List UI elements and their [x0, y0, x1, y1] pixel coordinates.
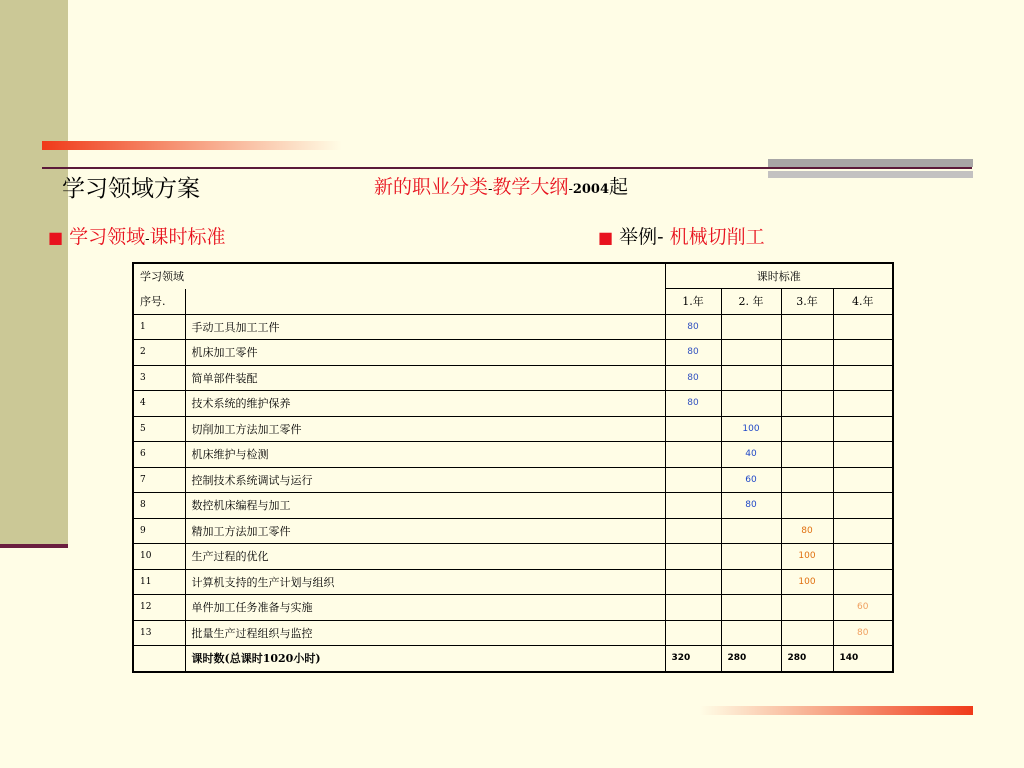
header-year-4: 4.年: [833, 289, 893, 315]
row-year-4-hours: [833, 442, 893, 468]
row-year-2-hours: 40: [721, 442, 781, 468]
bullet-dash: -: [145, 232, 150, 247]
bullet-square-icon: ■: [598, 228, 614, 247]
row-year-4-hours: [833, 518, 893, 544]
table-row: [133, 569, 893, 595]
row-year-3-hours: [781, 467, 833, 493]
table-row: [133, 493, 893, 519]
row-number: 9: [133, 518, 185, 544]
row-year-1-hours: [665, 518, 721, 544]
row-year-2-hours: [721, 569, 781, 595]
bullet-learning-area: [48, 222, 226, 249]
table-row: [133, 442, 893, 468]
table-row: [133, 595, 893, 621]
row-year-3-hours: [781, 340, 833, 366]
table-row: [133, 620, 893, 646]
row-year-1-hours: [665, 595, 721, 621]
subtitle-year: 2004: [572, 182, 610, 197]
row-year-1-hours: [665, 544, 721, 570]
row-year-1-hours: 80: [665, 365, 721, 391]
row-number: 6: [133, 442, 185, 468]
total-year-2: 280: [721, 646, 781, 672]
table-row: [133, 314, 893, 340]
top-gradient-bar: [42, 141, 342, 150]
row-year-1-hours: 80: [665, 340, 721, 366]
header-learning-area: 学习领域: [133, 263, 665, 289]
right-grey-bar-2: [768, 171, 973, 178]
row-year-4-hours: 80: [833, 620, 893, 646]
header-hours-standard: 课时标准: [665, 263, 893, 289]
row-learning-area: 精加工方法加工零件: [185, 518, 665, 544]
row-year-4-hours: [833, 314, 893, 340]
subtitle-dash: -: [488, 182, 493, 197]
row-year-1-hours: 80: [665, 314, 721, 340]
bullet-example: [598, 222, 765, 249]
row-learning-area: 控制技术系统调试与运行: [185, 467, 665, 493]
bullet-dash: -: [657, 226, 664, 248]
row-year-4-hours: [833, 569, 893, 595]
row-year-3-hours: 100: [781, 569, 833, 595]
row-year-1-hours: [665, 442, 721, 468]
row-year-3-hours: [781, 620, 833, 646]
table-row: [133, 340, 893, 366]
row-number: 3: [133, 365, 185, 391]
row-year-4-hours: [833, 340, 893, 366]
row-year-2-hours: [721, 391, 781, 417]
table-header-row: [133, 263, 893, 289]
bullet-text-a: 学习领域: [69, 226, 146, 248]
table-row: [133, 365, 893, 391]
subtitle-mid: 教学大纲: [492, 176, 569, 198]
table-row: [133, 467, 893, 493]
table-row: [133, 416, 893, 442]
row-year-3-hours: [781, 365, 833, 391]
row-year-3-hours: [781, 595, 833, 621]
header-year-1: 1.年: [665, 289, 721, 315]
left-decor-line: [0, 544, 68, 548]
row-year-4-hours: [833, 467, 893, 493]
row-year-3-hours: [781, 416, 833, 442]
row-number: 12: [133, 595, 185, 621]
row-year-2-hours: [721, 340, 781, 366]
subtitle-main: 新的职业分类: [374, 176, 489, 198]
row-learning-area: 生产过程的优化: [185, 544, 665, 570]
total-year-3: 280: [781, 646, 833, 672]
row-year-1-hours: [665, 416, 721, 442]
row-learning-area: 简单部件装配: [185, 365, 665, 391]
title-rule: [42, 167, 972, 169]
bullet-text-b: 课时标准: [149, 226, 226, 248]
row-learning-area: 计算机支持的生产计划与组织: [185, 569, 665, 595]
bullet-text-b: 机械切削工: [669, 226, 765, 248]
row-year-2-hours: [721, 365, 781, 391]
row-number: 13: [133, 620, 185, 646]
row-year-4-hours: [833, 493, 893, 519]
row-year-2-hours: [721, 544, 781, 570]
total-blank: [133, 646, 185, 672]
table-row: [133, 391, 893, 417]
row-number: 7: [133, 467, 185, 493]
header-blank: [185, 289, 665, 315]
hours-table: [132, 262, 894, 673]
row-year-3-hours: [781, 314, 833, 340]
row-year-4-hours: [833, 416, 893, 442]
right-grey-bar: [768, 159, 973, 167]
row-year-1-hours: [665, 467, 721, 493]
row-number: 1: [133, 314, 185, 340]
row-learning-area: 机床加工零件: [185, 340, 665, 366]
row-learning-area: 技术系统的维护保养: [185, 391, 665, 417]
slide-title: 学习领域方案: [62, 176, 200, 202]
row-year-2-hours: 100: [721, 416, 781, 442]
row-learning-area: 切削加工方法加工零件: [185, 416, 665, 442]
row-number: 8: [133, 493, 185, 519]
row-year-2-hours: [721, 518, 781, 544]
table-row: [133, 518, 893, 544]
row-learning-area: 手动工具加工工件: [185, 314, 665, 340]
row-year-4-hours: 60: [833, 595, 893, 621]
header-seq: 序号.: [133, 289, 185, 315]
row-year-2-hours: [721, 595, 781, 621]
subtitle-dash-2: -: [568, 182, 573, 197]
row-number: 2: [133, 340, 185, 366]
row-number: 5: [133, 416, 185, 442]
row-year-2-hours: [721, 314, 781, 340]
row-year-1-hours: 80: [665, 391, 721, 417]
row-year-3-hours: [781, 442, 833, 468]
total-year-4: 140: [833, 646, 893, 672]
row-year-3-hours: [781, 391, 833, 417]
row-year-4-hours: [833, 544, 893, 570]
subtitle: [374, 172, 628, 199]
row-learning-area: 机床维护与检测: [185, 442, 665, 468]
bottom-gradient-bar: [700, 706, 973, 715]
row-learning-area: 数控机床编程与加工: [185, 493, 665, 519]
row-year-3-hours: 100: [781, 544, 833, 570]
table-row: [133, 544, 893, 570]
subtitle-tail: 起: [609, 176, 629, 198]
row-year-3-hours: [781, 493, 833, 519]
row-learning-area: 批量生产过程组织与监控: [185, 620, 665, 646]
header-year-3: 3.年: [781, 289, 833, 315]
row-year-4-hours: [833, 391, 893, 417]
bullet-square-icon: ■: [48, 228, 64, 247]
total-label: 课时数(总课时1020小时): [185, 646, 665, 672]
row-year-3-hours: 80: [781, 518, 833, 544]
row-year-1-hours: [665, 569, 721, 595]
row-learning-area: 单件加工任务准备与实施: [185, 595, 665, 621]
row-number: 4: [133, 391, 185, 417]
row-year-4-hours: [833, 365, 893, 391]
row-year-2-hours: 60: [721, 467, 781, 493]
bullet-text-a: 举例: [619, 226, 658, 248]
table-total-row: [133, 646, 893, 672]
row-number: 10: [133, 544, 185, 570]
row-year-1-hours: [665, 620, 721, 646]
row-year-1-hours: [665, 493, 721, 519]
row-year-2-hours: [721, 620, 781, 646]
left-decor-band: [0, 0, 68, 548]
row-year-2-hours: 80: [721, 493, 781, 519]
table-subheader-row: [133, 289, 893, 315]
row-number: 11: [133, 569, 185, 595]
header-year-2: 2. 年: [721, 289, 781, 315]
total-year-1: 320: [665, 646, 721, 672]
